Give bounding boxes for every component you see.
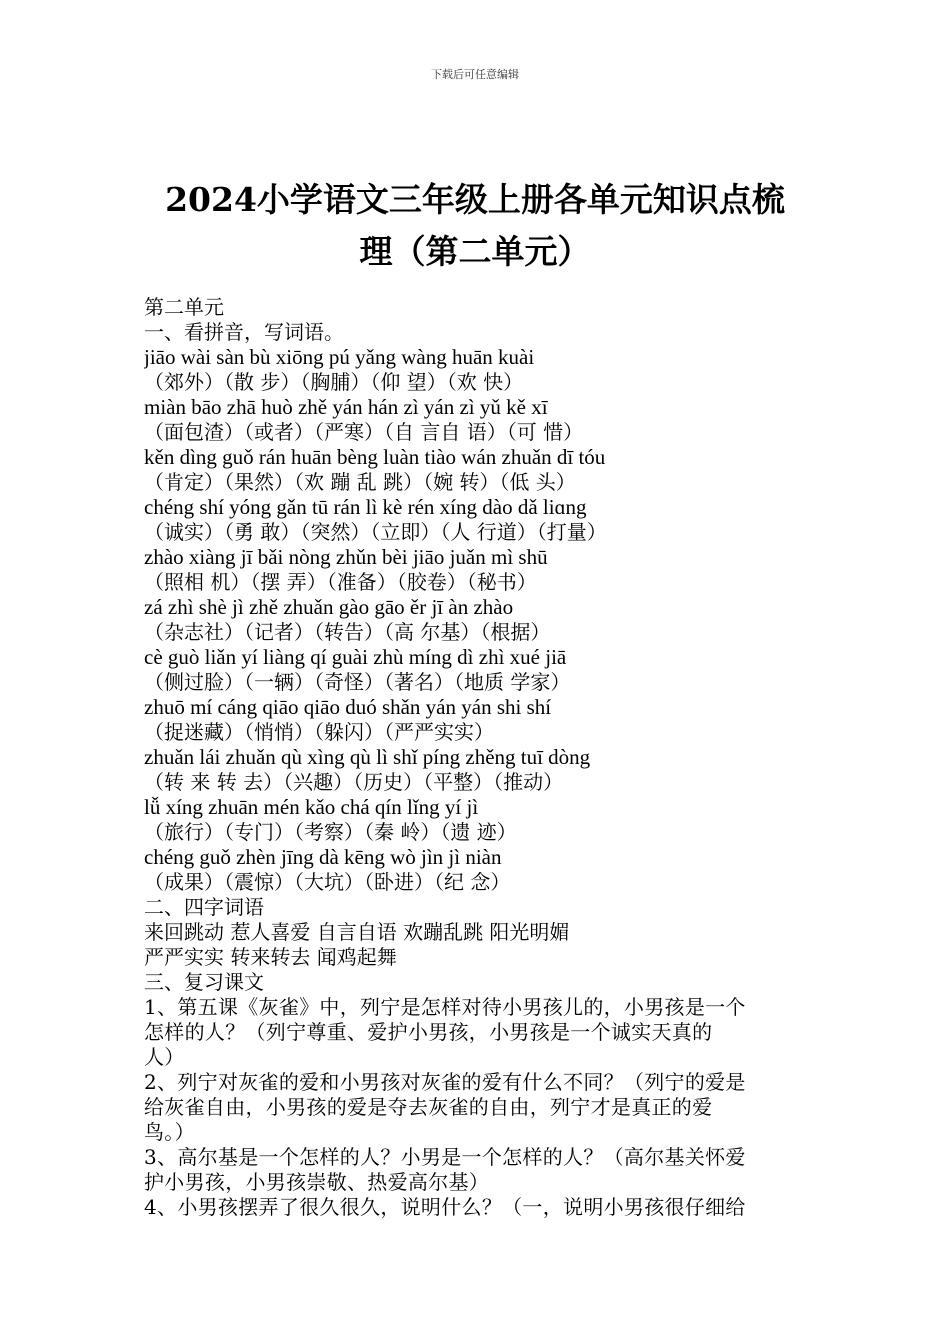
vocab-words-line: （侧过脸）（一辆）（奇怪）（著名）（地质 学家） <box>144 670 571 694</box>
qa-list <box>144 995 808 1220</box>
header-note: 下载后可任意编辑 <box>431 68 519 81</box>
qa-paragraph <box>144 995 808 1070</box>
vocab-words-line: （旅行）（专门）（考察）（秦 岭）（遗 迹） <box>144 820 517 844</box>
vocab-words-line: （面包渣）（或者）（严寒）（自 言自 语）（可 惜） <box>144 420 584 444</box>
vocab-words-line: （诚实）（勇 敢）（突然）（立即）（人 行道）（打量） <box>144 520 607 544</box>
qa-line: 4、小男孩摆弄了很久很久，说明什么？（一，说明小男孩很仔细给 <box>144 1195 746 1219</box>
pinyin-line: zhào xiàng jī bǎi nòng zhǔn bèi jiāo juǎn mì shū <box>144 545 548 569</box>
section-heading: 二、四字词语 <box>144 895 264 919</box>
pinyin-line: zhuō mí cáng qiāo qiāo duó shǎn yán yán shi shí <box>144 695 552 719</box>
pinyin-line: chéng shí yóng gǎn tū rán lì kè rén xíng dào dǎ liɑng <box>144 495 587 519</box>
pinyin-line: zá zhì shè jì zhě zhuǎn gào gāo ěr jī àn zhào <box>144 595 514 619</box>
vocab-words-line: （捉迷藏）（悄悄）（躲闪）（严严实实） <box>144 720 494 744</box>
idiom-line: 来回跳动 惹人喜爱 自言自语 欢蹦乱跳 阳光明媚 <box>144 920 570 944</box>
section-heading: 一、看拼音，写词语。 <box>144 320 344 344</box>
section-heading: 三、复习课文 <box>144 970 264 994</box>
page-title <box>150 174 800 278</box>
vocab-words-line: （照相 机）（摆 弄）（准备）（胶卷）（秘书） <box>144 570 537 594</box>
vocab-list <box>144 345 808 895</box>
pinyin-line: kěn dìng guǒ rán huān bèng luàn tiào wán zhuǎn dī tóu <box>144 445 606 469</box>
vocab-words-line: （肯定）（果然）（欢 蹦 乱 跳）（婉 转）（低 头） <box>144 470 576 494</box>
qa-line: 怎样的人？（列宁尊重、爱护小男孩，小男孩是一个诚实天真的 <box>144 1020 713 1044</box>
pinyin-line: lǚ xíng zhuān mén kǎo chá qín lǐng yí jì <box>144 795 479 819</box>
vocab-words-line: （郊外）（散 步）（胸脯）（仰 望）（欢 快） <box>144 370 524 394</box>
pinyin-line: miàn bāo zhā huò zhě yán hán zì yán zì yǔ kě xī <box>144 395 548 419</box>
title-line: 理（第二单元） <box>359 232 591 271</box>
pinyin-line: zhuǎn lái zhuǎn qù xìng qù lì shǐ píng zhěng tuī dòng <box>144 745 591 769</box>
qa-line: 3、高尔基是一个怎样的人？小男是一个怎样的人？（高尔基关怀爱 <box>144 1145 746 1169</box>
vocab-words-line: （成果）（震惊）（大坑）（卧进）（纪 念） <box>144 870 511 894</box>
qa-line: 1、第五课《灰雀》中，列宁是怎样对待小男孩儿的，小男孩是一个 <box>144 995 746 1019</box>
qa-line: 给灰雀自由，小男孩的爱是夺去灰雀的自由，列宁才是真正的爱 <box>144 1095 713 1119</box>
qa-line: 2、列宁对灰雀的爱和小男孩对灰雀的爱有什么不同？（列宁的爱是 <box>144 1070 746 1094</box>
idiom-line: 严严实实 转来转去 闻鸡起舞 <box>144 945 397 969</box>
document-body <box>144 295 808 1220</box>
vocab-words-line: （转 来 转 去）（兴趣）（历史）（平整）（推动） <box>144 770 564 794</box>
unit-heading: 第二单元 <box>144 295 224 319</box>
pinyin-line: cè guò liǎn yí liàng qí guài zhù míng dì zhì xué jiā <box>144 645 567 669</box>
title-line: 2024小学语文三年级上册各单元知识点梳 <box>165 180 785 219</box>
vocab-words-line: （杂志社）（记者）（转告）（高 尔基）（根据） <box>144 620 551 644</box>
qa-paragraph <box>144 1145 808 1195</box>
qa-line: 鸟。） <box>144 1120 195 1144</box>
qa-paragraph <box>144 1195 808 1220</box>
pinyin-line: chéng guǒ zhèn jīng dà kēng wò jìn jì niàn <box>144 845 502 869</box>
pinyin-line: jiāo wài sàn bù xiōng pú yǎng wàng huān kuài <box>144 345 535 369</box>
qa-line: 护小男孩，小男孩崇敬、热爱高尔基） <box>144 1170 490 1194</box>
qa-paragraph <box>144 1070 808 1145</box>
qa-line: 人） <box>144 1045 185 1069</box>
